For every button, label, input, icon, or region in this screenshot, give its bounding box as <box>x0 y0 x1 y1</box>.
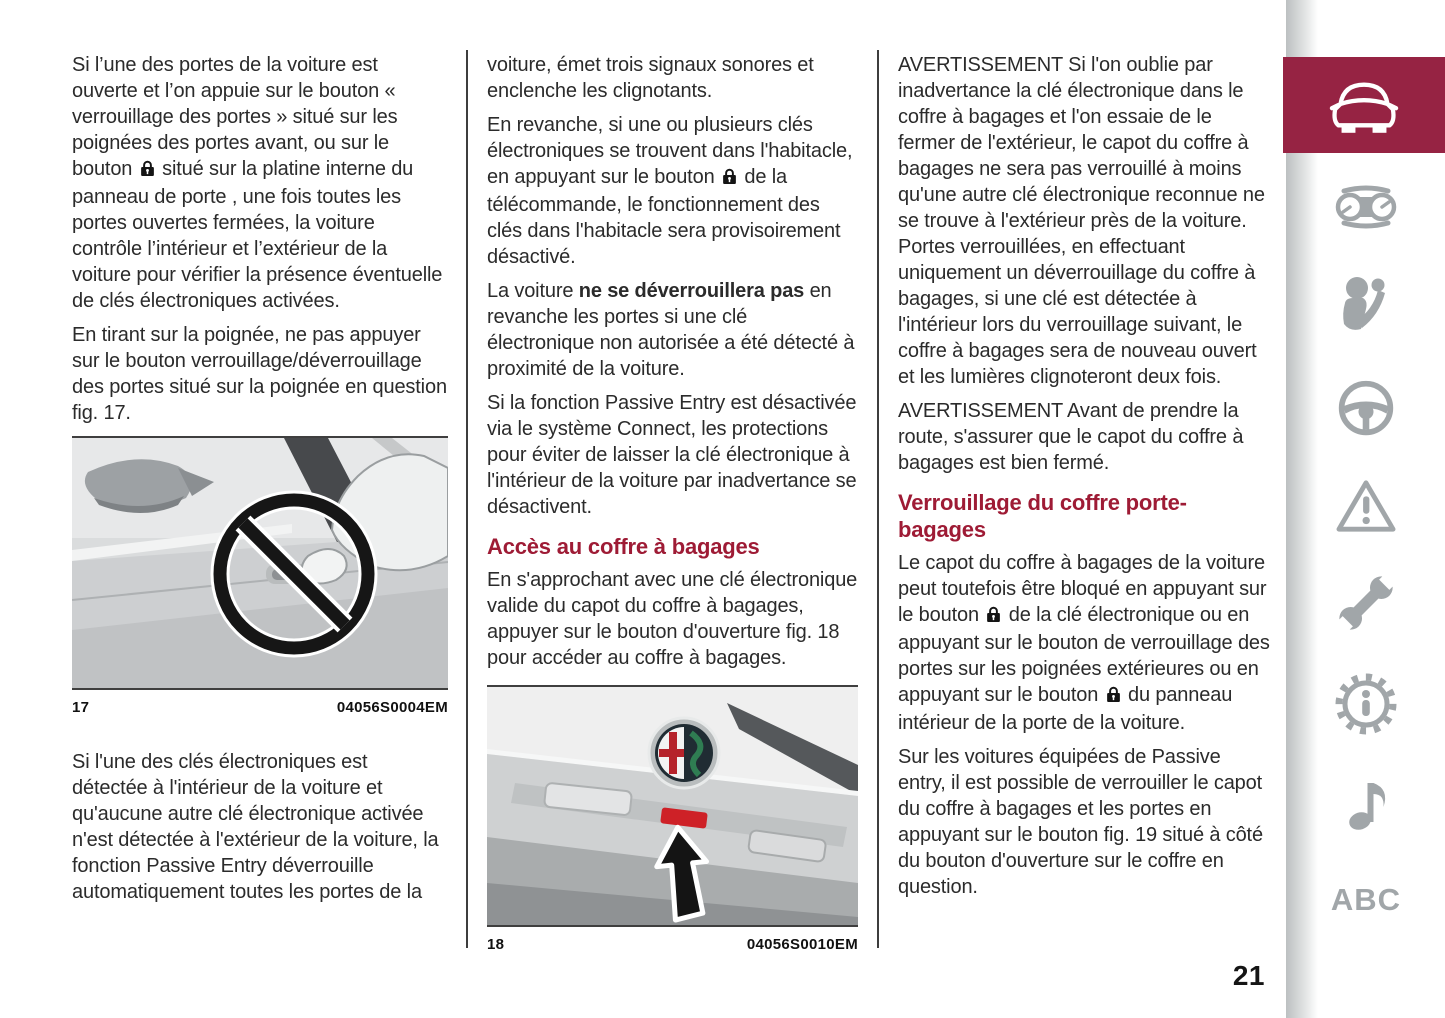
lock-icon <box>140 158 155 184</box>
column-divider <box>877 50 879 948</box>
paragraph: En revanche, si une ou plusieurs clés électroniques se trouvent dans l'habitacle, en appuyant sur le bouton de la télécommande, le fonctionnement des clés dans l'habitacle sera provisoirement désactivé. <box>487 114 853 268</box>
paragraph: En s'approchant avec une clé électronique valide du capot du coffre à bagages, appuyer sur le bouton d'ouverture fig. 18 pour accéder au coffre à bagages. <box>487 569 858 669</box>
column-divider <box>466 50 468 948</box>
door-handle-prohibition-illustration <box>72 436 448 690</box>
figure-18-caption <box>487 927 858 958</box>
paragraph-group <box>898 550 1270 900</box>
paragraph: La voiture ne se déverrouillera pas en revanche les portes si une clé électronique non autorisée a été détecté à proximité de la voiture. <box>487 280 855 380</box>
paragraph: Si l'une des clés électroniques est détectée à l'intérieur de la voiture et qu'aucune autre clé électronique activée n'est détectée à l'extérieur de la voiture, la fonction Passive Entry déverrouille automatiquement toutes les portes de la <box>72 751 439 903</box>
figure-18-code: 04056S0010EM <box>746 936 858 953</box>
page-number: 21 <box>1232 960 1265 991</box>
sidebar-item-index[interactable] <box>1330 880 1402 920</box>
airbag-icon <box>1335 273 1397 333</box>
section-heading-acces-coffre: Accès au coffre à bagages <box>487 534 760 559</box>
car-icon <box>1321 74 1407 136</box>
instrument-cluster-icon <box>1332 183 1400 231</box>
paragraph: Si l’une des portes de la voiture est ouverte et l’on appuie sur le bouton « verrouillage des portes » situé sur les poignées des portes avant, ou sur le bouton situé sur la platine interne du panneau de porte , une fois toutes les portes ouvertes fermées, la voiture contrôle l’intérieur et l’extérieur de la voiture pour vérifier la présence éventuelle de clés électroniques activées. <box>72 54 443 312</box>
sidebar-item-warnings[interactable] <box>1330 476 1402 536</box>
paragraph: Le capot du coffre à bagages de la voiture peut toutefois être bloqué en appuyant sur le bouton de la clé électronique ou en appuyant sur le bouton de verrouillage des portes sur les poignées extérieures ou en appuyant sur le bouton du panneau intérieur de la porte de la voiture. <box>898 552 1270 734</box>
lock-icon <box>986 604 1001 630</box>
paragraph-group <box>898 52 1270 476</box>
paragraph: AVERTISSEMENT Avant de prendre la route, s'assurer que le capot du coffre à bagages est bien fermé. <box>898 400 1244 474</box>
lock-icon <box>722 166 737 192</box>
figure-18 <box>487 685 858 958</box>
figure-18-label: 18 <box>487 936 505 953</box>
paragraph: En tirant sur la poignée, ne pas appuyer sur le bouton verrouillage/déverrouillage des portes situé sur la poignée en question fig. 17. <box>72 324 447 424</box>
column-2 <box>487 52 858 958</box>
figure-17-code: 04056S0004EM <box>336 699 448 716</box>
sidebar-item-dashboard[interactable] <box>1330 178 1402 236</box>
section-heading-verrouillage-coffre: Verrouillage du coffre porte-bagages <box>898 490 1187 542</box>
sidebar-item-driving[interactable] <box>1330 378 1402 438</box>
info-gear-icon <box>1334 672 1398 736</box>
sidebar-item-maintenance[interactable] <box>1330 568 1402 638</box>
lock-icon <box>1106 684 1121 710</box>
figure-17-caption <box>72 690 448 721</box>
figure-17 <box>72 436 448 721</box>
abc-icon: ABC <box>1330 882 1402 917</box>
paragraph: Si la fonction Passive Entry est désactivée via le système Connect, les protections pour éviter de laisser la clé électronique à l'intérieur de la voiture par inadvertance se désactivent. <box>487 392 857 518</box>
column-1 <box>72 52 448 913</box>
figure-17-label: 17 <box>72 699 90 716</box>
sidebar-item-multimedia[interactable] <box>1330 772 1402 834</box>
column-3 <box>898 52 1270 908</box>
trunk-open-button-illustration <box>487 685 858 927</box>
wrench-icon <box>1333 569 1399 637</box>
paragraph: AVERTISSEMENT Si l'on oublie par inadvertance la clé électronique dans le coffre à bagages et l'on essaie de le fermer de l'extérieur, le capot du coffre à bagages ne sera pas verrouillé à moins qu'une autre clé électronique reconnue ne se trouve à l'extérieur près de la voiture. Portes verrouillées, en effectuant uniquement un déverrouillage du coffre à bagages, si une clé est détectée à l'intérieur lors du verrouillage suivant, le coffre à bagages sera de nouveau ouvert et les lumières clignoteront deux fois. <box>898 54 1265 388</box>
paragraph-group <box>72 52 448 426</box>
paragraph-group <box>487 567 858 671</box>
warning-triangle-icon <box>1335 477 1397 535</box>
paragraph: voiture, émet trois signaux sonores et enclenche les clignotants. <box>487 54 814 102</box>
music-note-icon <box>1340 773 1392 833</box>
steering-wheel-icon <box>1336 378 1396 438</box>
sidebar-item-safety[interactable] <box>1330 272 1402 334</box>
paragraph: Sur les voitures équipées de Passive entry, il est possible de verrouiller le capot du coffre à bagages et les portes en appuyant sur le bouton fig. 19 situé à côté du bouton d'ouverture sur le coffre en question. <box>898 746 1263 898</box>
sidebar-item-vehicle[interactable] <box>1283 57 1445 153</box>
paragraph-group <box>487 52 858 520</box>
sidebar-item-technical-info[interactable] <box>1330 672 1402 736</box>
paragraph-group <box>72 749 448 905</box>
